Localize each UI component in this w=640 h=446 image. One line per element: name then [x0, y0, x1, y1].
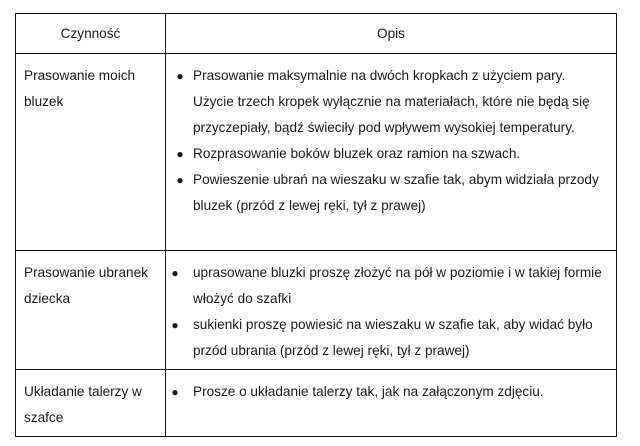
list-item	[166, 63, 616, 141]
description-cell	[166, 370, 617, 437]
table-row	[16, 251, 617, 370]
description-cell	[166, 251, 617, 370]
bullet-icon: ●	[176, 173, 184, 187]
list-item-text: Powieszenie ubrań na wieszaku w szafie tak, abym widziała przody bluzek (przód z lewej ręki, tył z prawej)	[193, 172, 599, 213]
header-row	[16, 14, 617, 54]
activity-label: Prasowanie ubranek dziecka	[24, 265, 148, 306]
column-header-description: Opis	[166, 14, 617, 54]
bullet-icon: ●	[176, 147, 184, 161]
list-item	[166, 312, 616, 364]
bullet-list	[166, 251, 616, 364]
list-item-text: uprasowane bluzki proszę złożyć na pół w poziomie i w takiej formie włożyć do szafki	[193, 265, 602, 306]
table-row	[16, 370, 617, 437]
activity-cell	[16, 251, 166, 370]
activity-cell	[16, 370, 166, 437]
list-item-text: Prosze o układanie talerzy tak, jak na załączonym zdjęciu.	[193, 384, 544, 399]
bullet-icon: ●	[171, 318, 179, 332]
list-item-text: Prasowanie maksymalnie na dwóch kropkach z użyciem pary. Użycie trzech kropek wyłącznie na materiałach, które nie będą się przyczepiały, bądź świeciły pod wpływem wysokiej temperatury.	[193, 68, 590, 135]
column-header-activity: Czynność	[16, 14, 166, 54]
list-item	[166, 260, 616, 312]
activity-label: Prasowanie moich bluzek	[24, 68, 136, 109]
bullet-icon: ●	[176, 69, 184, 83]
bullet-icon: ●	[171, 266, 179, 280]
list-item	[166, 141, 616, 167]
description-cell	[166, 54, 617, 251]
instructions-table	[15, 13, 617, 437]
list-item	[166, 167, 616, 219]
bullet-list	[166, 54, 616, 219]
table-row	[16, 54, 617, 251]
list-item-text: sukienki proszę powiesić na wieszaku w szafie tak, aby widać było przód ubrania (przód z lewej ręki, tył z prawej)	[193, 317, 593, 358]
activity-cell	[16, 54, 166, 251]
bullet-list	[166, 370, 616, 405]
activity-label: Układanie talerzy w szafce	[24, 384, 142, 425]
list-item-text: Rozprasowanie boków bluzek oraz ramion na szwach.	[193, 146, 521, 161]
bullet-icon: ●	[171, 385, 179, 399]
list-item	[166, 379, 616, 405]
